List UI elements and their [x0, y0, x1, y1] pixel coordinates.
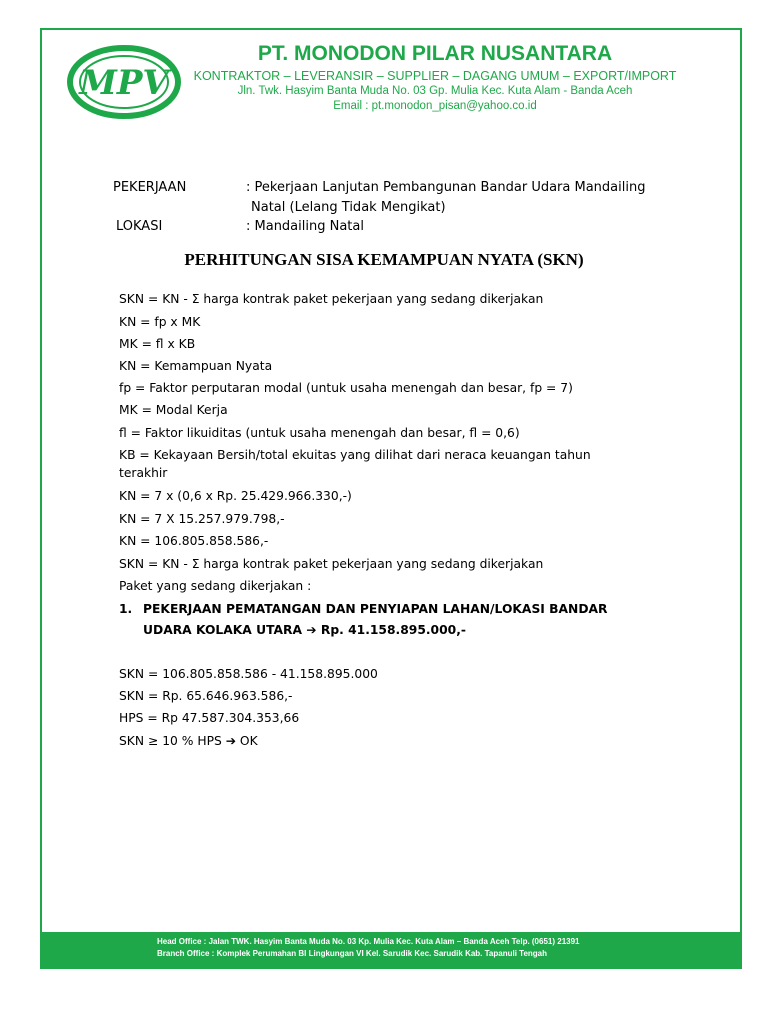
def-kb-cont: terakhir [119, 466, 168, 480]
paket-item-line-2: UDARA KOLAKA UTARA ➔ Rp. 41.158.895.000,- [143, 623, 467, 637]
formula-skn-repeat: SKN = KN - Σ harga kontrak paket pekerjaan yang sedang dikerjakan [119, 557, 544, 571]
footer-branch-office: Branch Office : Komplek Perumahan BI Lingkungan VI Kel. Sarudik Kec. Sarudik Kab. Tapanuli Tengah [157, 949, 547, 958]
def-mk: MK = Modal Kerja [119, 403, 228, 417]
paket-item-number: 1. [119, 602, 133, 616]
calc-kn-3: KN = 106.805.858.586,- [119, 534, 269, 548]
lokasi-value: : Mandailing Natal [246, 219, 364, 234]
formula-skn: SKN = KN - Σ harga kontrak paket pekerjaan yang sedang dikerjakan [119, 292, 544, 306]
conclusion: SKN ≥ 10 % HPS ➔ OK [119, 734, 258, 748]
pekerjaan-label: PEKERJAAN [113, 180, 187, 195]
lokasi-label: LOKASI [116, 219, 163, 234]
footer-head-office: Head Office : Jalan TWK. Hasyim Banta Muda No. 03 Kp. Mulia Kec. Kuta Alam – Banda Aceh Telp. (0651) 21391 [157, 937, 580, 946]
def-fp: fp = Faktor perputaran modal (untuk usaha menengah dan besar, fp = 7) [119, 381, 573, 395]
document-title: PERHITUNGAN SISA KEMAMPUAN NYATA (SKN) [184, 250, 584, 269]
formula-kn: KN = fp x MK [119, 315, 201, 329]
calc-skn-1: SKN = 106.805.858.586 - 41.158.895.000 [119, 667, 378, 681]
def-kn: KN = Kemampuan Nyata [119, 359, 273, 373]
calc-skn-2: SKN = Rp. 65.646.963.586,- [119, 689, 293, 703]
company-tagline: KONTRAKTOR – LEVERANSIR – SUPPLIER – DAGANG UMUM – EXPORT/IMPORT [193, 69, 677, 83]
def-kb: KB = Kekayaan Bersih/total ekuitas yang dilihat dari neraca keuangan tahun [119, 448, 591, 462]
paket-item-line-1: PEKERJAAN PEMATANGAN DAN PENYIAPAN LAHAN/LOKASI BANDAR [143, 602, 608, 616]
calc-kn-2: KN = 7 X 15.257.979.798,- [119, 512, 285, 526]
formula-mk: MK = fl x KB [119, 337, 196, 351]
pekerjaan-value: : Pekerjaan Lanjutan Pembangunan Bandar Udara Mandailing [246, 180, 646, 195]
paket-heading: Paket yang sedang dikerjakan : [119, 579, 312, 593]
company-name: PT. MONODON PILAR NUSANTARA [257, 42, 613, 65]
company-email: Email : pt.monodon_pisan@yahoo.co.id [333, 100, 537, 112]
def-fl: fl = Faktor likuiditas (untuk usaha menengah dan besar, fl = 0,6) [119, 426, 520, 440]
pekerjaan-value-cont: Natal (Lelang Tidak Mengikat) [251, 200, 446, 215]
company-address: Jln. Twk. Hasyim Banta Muda No. 03 Gp. Mulia Kec. Kuta Alam - Banda Aceh [237, 85, 633, 97]
calc-kn-1: KN = 7 x (0,6 x Rp. 25.429.966.330,-) [119, 489, 352, 503]
hps-value: HPS = Rp 47.587.304.353,66 [119, 711, 300, 725]
company-logo [66, 44, 182, 120]
logo-text: MPV [79, 63, 169, 103]
